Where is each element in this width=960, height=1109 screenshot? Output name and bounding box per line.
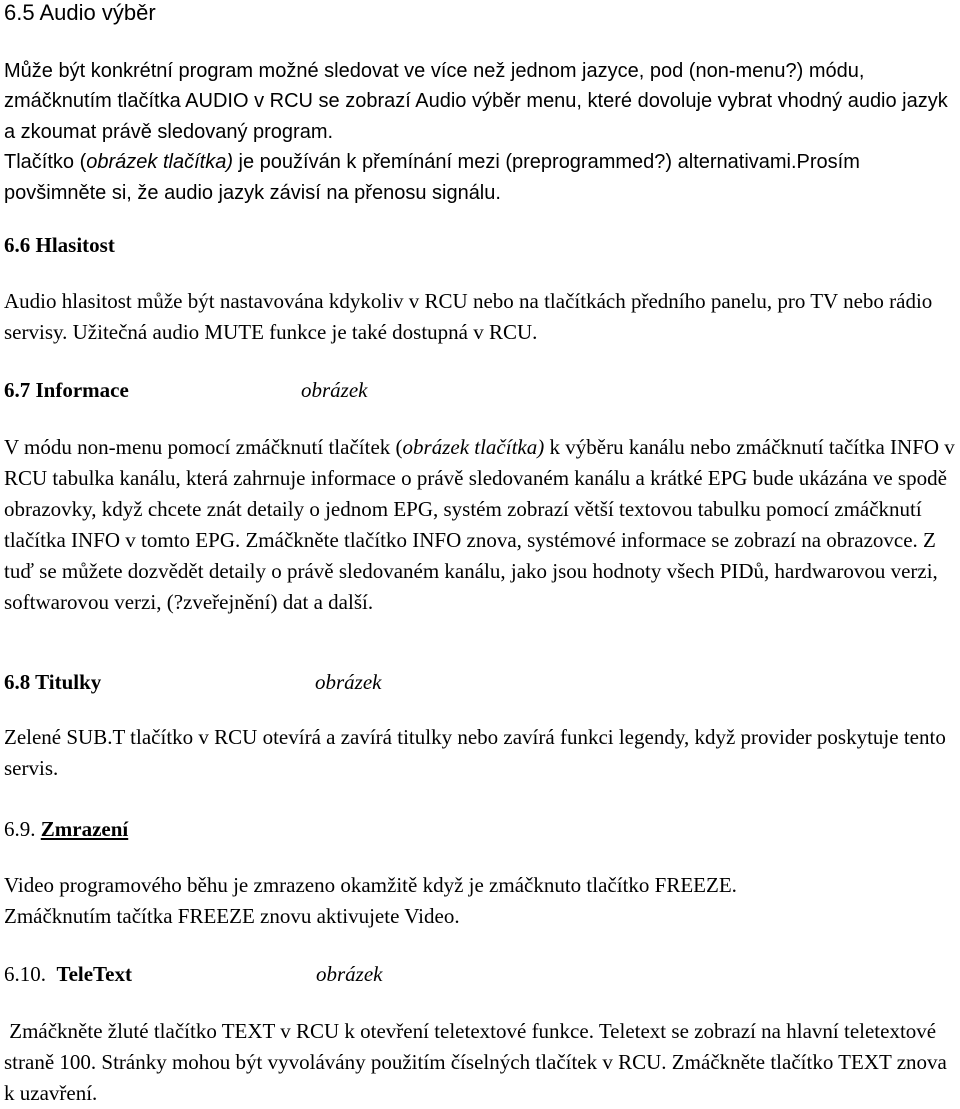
text-run: Tlačítko ( bbox=[4, 151, 87, 174]
image-placeholder: obrázek bbox=[315, 670, 382, 694]
section-heading-informace bbox=[4, 377, 604, 403]
section-heading-hlasitost: 6.6 Hlasitost bbox=[4, 233, 115, 257]
image-placeholder: obrázek bbox=[316, 962, 383, 986]
text-run: k výběru kanálu nebo zmáčknutí tačítka INFO v RCU tabulka kanálu, která zahrnuje informace o právě sledovaném kanálu a krátké EPG bude ukázána ve spodě obrazovky, když chcete znát detaily o jednom EPG, systém zobrazí větší textovou tabulku pomocí zmáčknutí tlačítka INFO v tomto EPG. Zmáčkněte tlačítko INFO znova, systémové informace se zobrazí na obrazovce. Z tuď se můžete dozvědět detaily o právě sledovaném kanálu, jako jsou hodnoty všech PIDů, hardwarovou verzi, softwarovou verzi, (?zveřejnění) dat a další. bbox=[4, 435, 955, 614]
heading-text: 6.8 Titulky bbox=[4, 670, 102, 694]
paragraph-freeze-2: Zmáčknutím tačítka FREEZE znovu aktivujete Video. bbox=[4, 904, 460, 928]
paragraph-freeze-1: Video programového běhu je zmrazeno okamžitě když je zmáčknuto tlačítko FREEZE. bbox=[4, 873, 737, 897]
paragraph-audio-intro: Může být konkrétní program možné sledovat ve více než jednom jazyce, pod (non-menu?) módu, zmáčknutím tlačítka AUDIO v RCU se zobrazí Audio výběr menu, které dovoluje vybrat vhodný audio jazyk a zkoumat právě sledovaný program. bbox=[4, 60, 948, 143]
section-body-informace bbox=[4, 432, 956, 618]
section-heading-teletext bbox=[4, 961, 604, 987]
paragraph-audio-button bbox=[4, 151, 860, 203]
image-placeholder: obrázek bbox=[301, 378, 368, 402]
heading-text: 6.7 Informace bbox=[4, 378, 129, 402]
section-body-teletext: Zmáčkněte žluté tlačítko TEXT v RCU k otevření teletextové funkce. Teletext se zobrazí na hlavní teletextové straně 100. Stránky mohou být vyvolávány použitím číselných tlačítek v RCU. Zmáčkněte tlačítko TEXT znova k uzavření. bbox=[4, 1019, 953, 1105]
section-body-audio-vyber bbox=[4, 56, 954, 208]
heading-text: TeleText bbox=[56, 962, 132, 986]
section-body-hlasitost: Audio hlasitost může být nastavována kdykoliv v RCU nebo na tlačítkách předního panelu, pro TV nebo rádio servisy. Užitečná audio MUTE funkce je také dostupná v RCU. bbox=[4, 289, 933, 344]
section-body-zmrazeni bbox=[4, 870, 956, 932]
section-number: 6.9. bbox=[4, 817, 41, 841]
section-heading-audio-vyber: 6.5 Audio výběr bbox=[4, 0, 156, 25]
section-body-titulky: Zelené SUB.T tlačítko v RCU otevírá a zavírá titulky nebo zavírá funkci legendy, když provider poskytuje tento servis. bbox=[4, 725, 946, 780]
image-placeholder: obrázek tlačítka) bbox=[86, 151, 233, 174]
section-heading-zmrazeni bbox=[4, 816, 128, 842]
section-heading-titulky bbox=[4, 669, 604, 695]
text-run: je používán k přemínání mezi (preprogrammed?) alternativami.Prosím povšimněte si, že audio jazyk závisí na přenosu signálu. bbox=[4, 151, 860, 204]
image-placeholder: obrázek tlačítka) bbox=[402, 435, 545, 459]
text-run: V módu non-menu pomocí zmáčknutí tlačítek ( bbox=[4, 435, 403, 459]
heading-text: Zmrazení bbox=[40, 817, 129, 841]
section-number: 6.10. bbox=[4, 962, 57, 986]
